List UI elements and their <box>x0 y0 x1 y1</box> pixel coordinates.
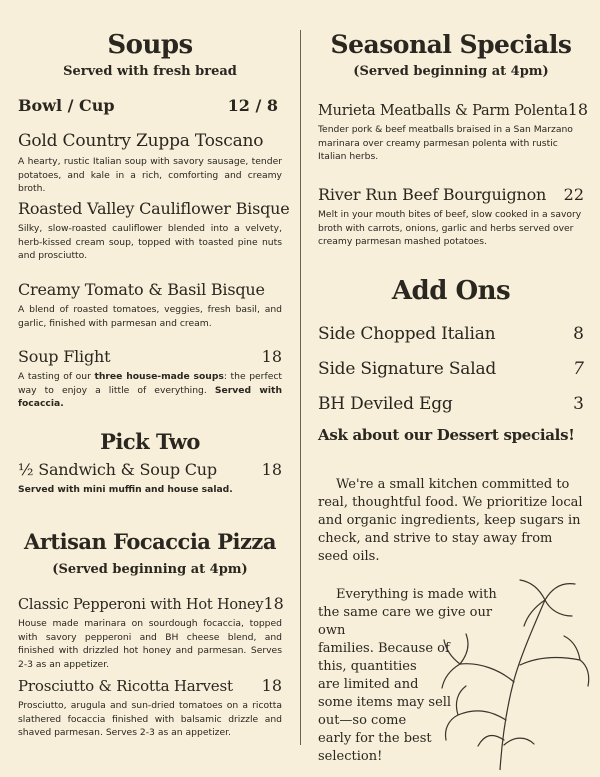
pizza-item-desc: Prosciutto, arugula and sun-dried tomatoes on a ricotta slathered focaccia finished with balsamic drizzle and shaved parmesan. Serves 2-3 as an appetizer. <box>18 700 282 738</box>
pizza-item-name: Prosciutto & Ricotta Harvest <box>18 677 233 695</box>
special-item-name: Murieta Meatballs & Parm Polenta <box>318 103 568 119</box>
pick-two-title: Pick Two <box>100 429 200 454</box>
soup-flight-item <box>18 347 282 411</box>
addon-item-name: BH Deviled Egg <box>318 394 453 414</box>
soup-item <box>18 131 282 196</box>
pizza-item-name: Classic Pepperoni with Hot Honey <box>18 597 264 613</box>
soup-item-desc: A blend of roasted tomatoes, veggies, fresh basil, and garlic, finished with parmesan and cream. <box>18 304 282 329</box>
pizza-item-price: 18 <box>261 676 282 695</box>
column-divider <box>300 30 301 745</box>
kitchen-note-p1: We're a small kitchen committed to real, thoughtful food. We prioritize local and organic ingredients, keep sugars in check, and strive to stay away from seed oils. <box>318 477 583 564</box>
care-note-line: early for the best <box>318 731 432 746</box>
addon-item-price: 8 <box>573 324 584 344</box>
addons-title: Add Ons <box>391 276 511 306</box>
special-item-price: 18 <box>567 100 589 119</box>
soup-item-name: Creamy Tomato & Basil Bisque <box>18 280 265 299</box>
soup-flight-name: Soup Flight <box>18 347 111 366</box>
addon-item <box>318 324 584 344</box>
pizza-title: Artisan Focaccia Pizza <box>24 529 276 554</box>
soups-size-price: 12 / 8 <box>227 96 278 115</box>
pick-two-price: 18 <box>261 460 282 479</box>
care-note-line: some items may sell <box>318 695 452 710</box>
soups-size-row <box>18 96 282 115</box>
pizza-item <box>18 594 282 671</box>
soup-item-desc: Silky, slow-roasted cauliflower blended into a velvety, herb-kissed cream soup, topped with toasted pine nuts and prosciutto. <box>18 223 282 261</box>
kitchen-note <box>318 476 584 566</box>
addon-item-name: Side Signature Salad <box>318 359 497 379</box>
specials-subtitle: (Served beginning at 4pm) <box>353 64 549 79</box>
pick-two-name: ½ Sandwich & Soup Cup <box>18 460 217 479</box>
pick-two-desc: Served with mini muffin and house salad. <box>18 484 233 495</box>
soup-item <box>18 280 282 330</box>
addon-item-price: 7 <box>573 359 584 379</box>
soups-subtitle: Served with fresh bread <box>63 64 237 79</box>
soups-size-label: Bowl / Cup <box>18 96 115 115</box>
special-item-desc: Tender pork & beef meatballs braised in a San Marzano marinara over creamy parmesan polenta with rustic Italian herbs. <box>318 124 573 162</box>
addon-item-price: 3 <box>573 394 584 414</box>
special-item-desc: Melt in your mouth bites of beef, slow cooked in a savory broth with carrots, onions, garlic and herbs served over creamy parmesan mashed potatoes. <box>318 209 582 247</box>
care-note-line: Everything is made with <box>336 587 497 602</box>
care-note-line: selection! <box>318 749 383 764</box>
soup-item-desc: A hearty, rustic Italian soup with savory sausage, tender potatoes, and kale in a rich, comforting and creamy broth. <box>18 156 282 194</box>
soup-item <box>18 199 290 263</box>
special-item <box>318 185 584 249</box>
care-note-line: are limited and <box>318 677 419 692</box>
care-note-line: families. Because of <box>318 641 450 656</box>
soup-flight-desc: A tasting of our three house-made soups: the perfect way to enjoy a little of everything. Served with focaccia. <box>18 371 282 409</box>
soup-flight-price: 18 <box>261 347 282 366</box>
pick-two-item <box>18 460 282 497</box>
pizza-item-price: 18 <box>263 594 284 613</box>
specials-title: Seasonal Specials <box>330 30 572 59</box>
care-note-line: this, quantities <box>318 659 417 674</box>
pizza-subtitle: (Served beginning at 4pm) <box>52 562 248 577</box>
dessert-note: Ask about our Dessert specials! <box>318 426 575 444</box>
addon-item <box>318 394 584 414</box>
addon-item <box>318 359 584 379</box>
addon-item-name: Side Chopped Italian <box>318 324 496 344</box>
care-note-line: out—so come <box>318 713 407 728</box>
pizza-item-desc: House made marinara on sourdough focaccia, topped with savory pepperoni and BH cheese blend, and finished with drizzled hot honey and parmesan. Serves 2-3 as an appetizer. <box>18 618 282 670</box>
pizza-item <box>18 676 282 740</box>
special-item-price: 22 <box>563 185 584 204</box>
soup-item-name: Roasted Valley Cauliflower Bisque <box>18 199 290 218</box>
soup-item-name: Gold Country Zuppa Toscano <box>18 131 264 151</box>
special-item <box>318 100 589 164</box>
soups-title: Soups <box>107 30 193 60</box>
wildflower-illustration-icon <box>440 570 590 770</box>
special-item-name: River Run Beef Bourguignon <box>318 185 547 204</box>
care-note-line: the same care we give our own <box>318 605 493 638</box>
